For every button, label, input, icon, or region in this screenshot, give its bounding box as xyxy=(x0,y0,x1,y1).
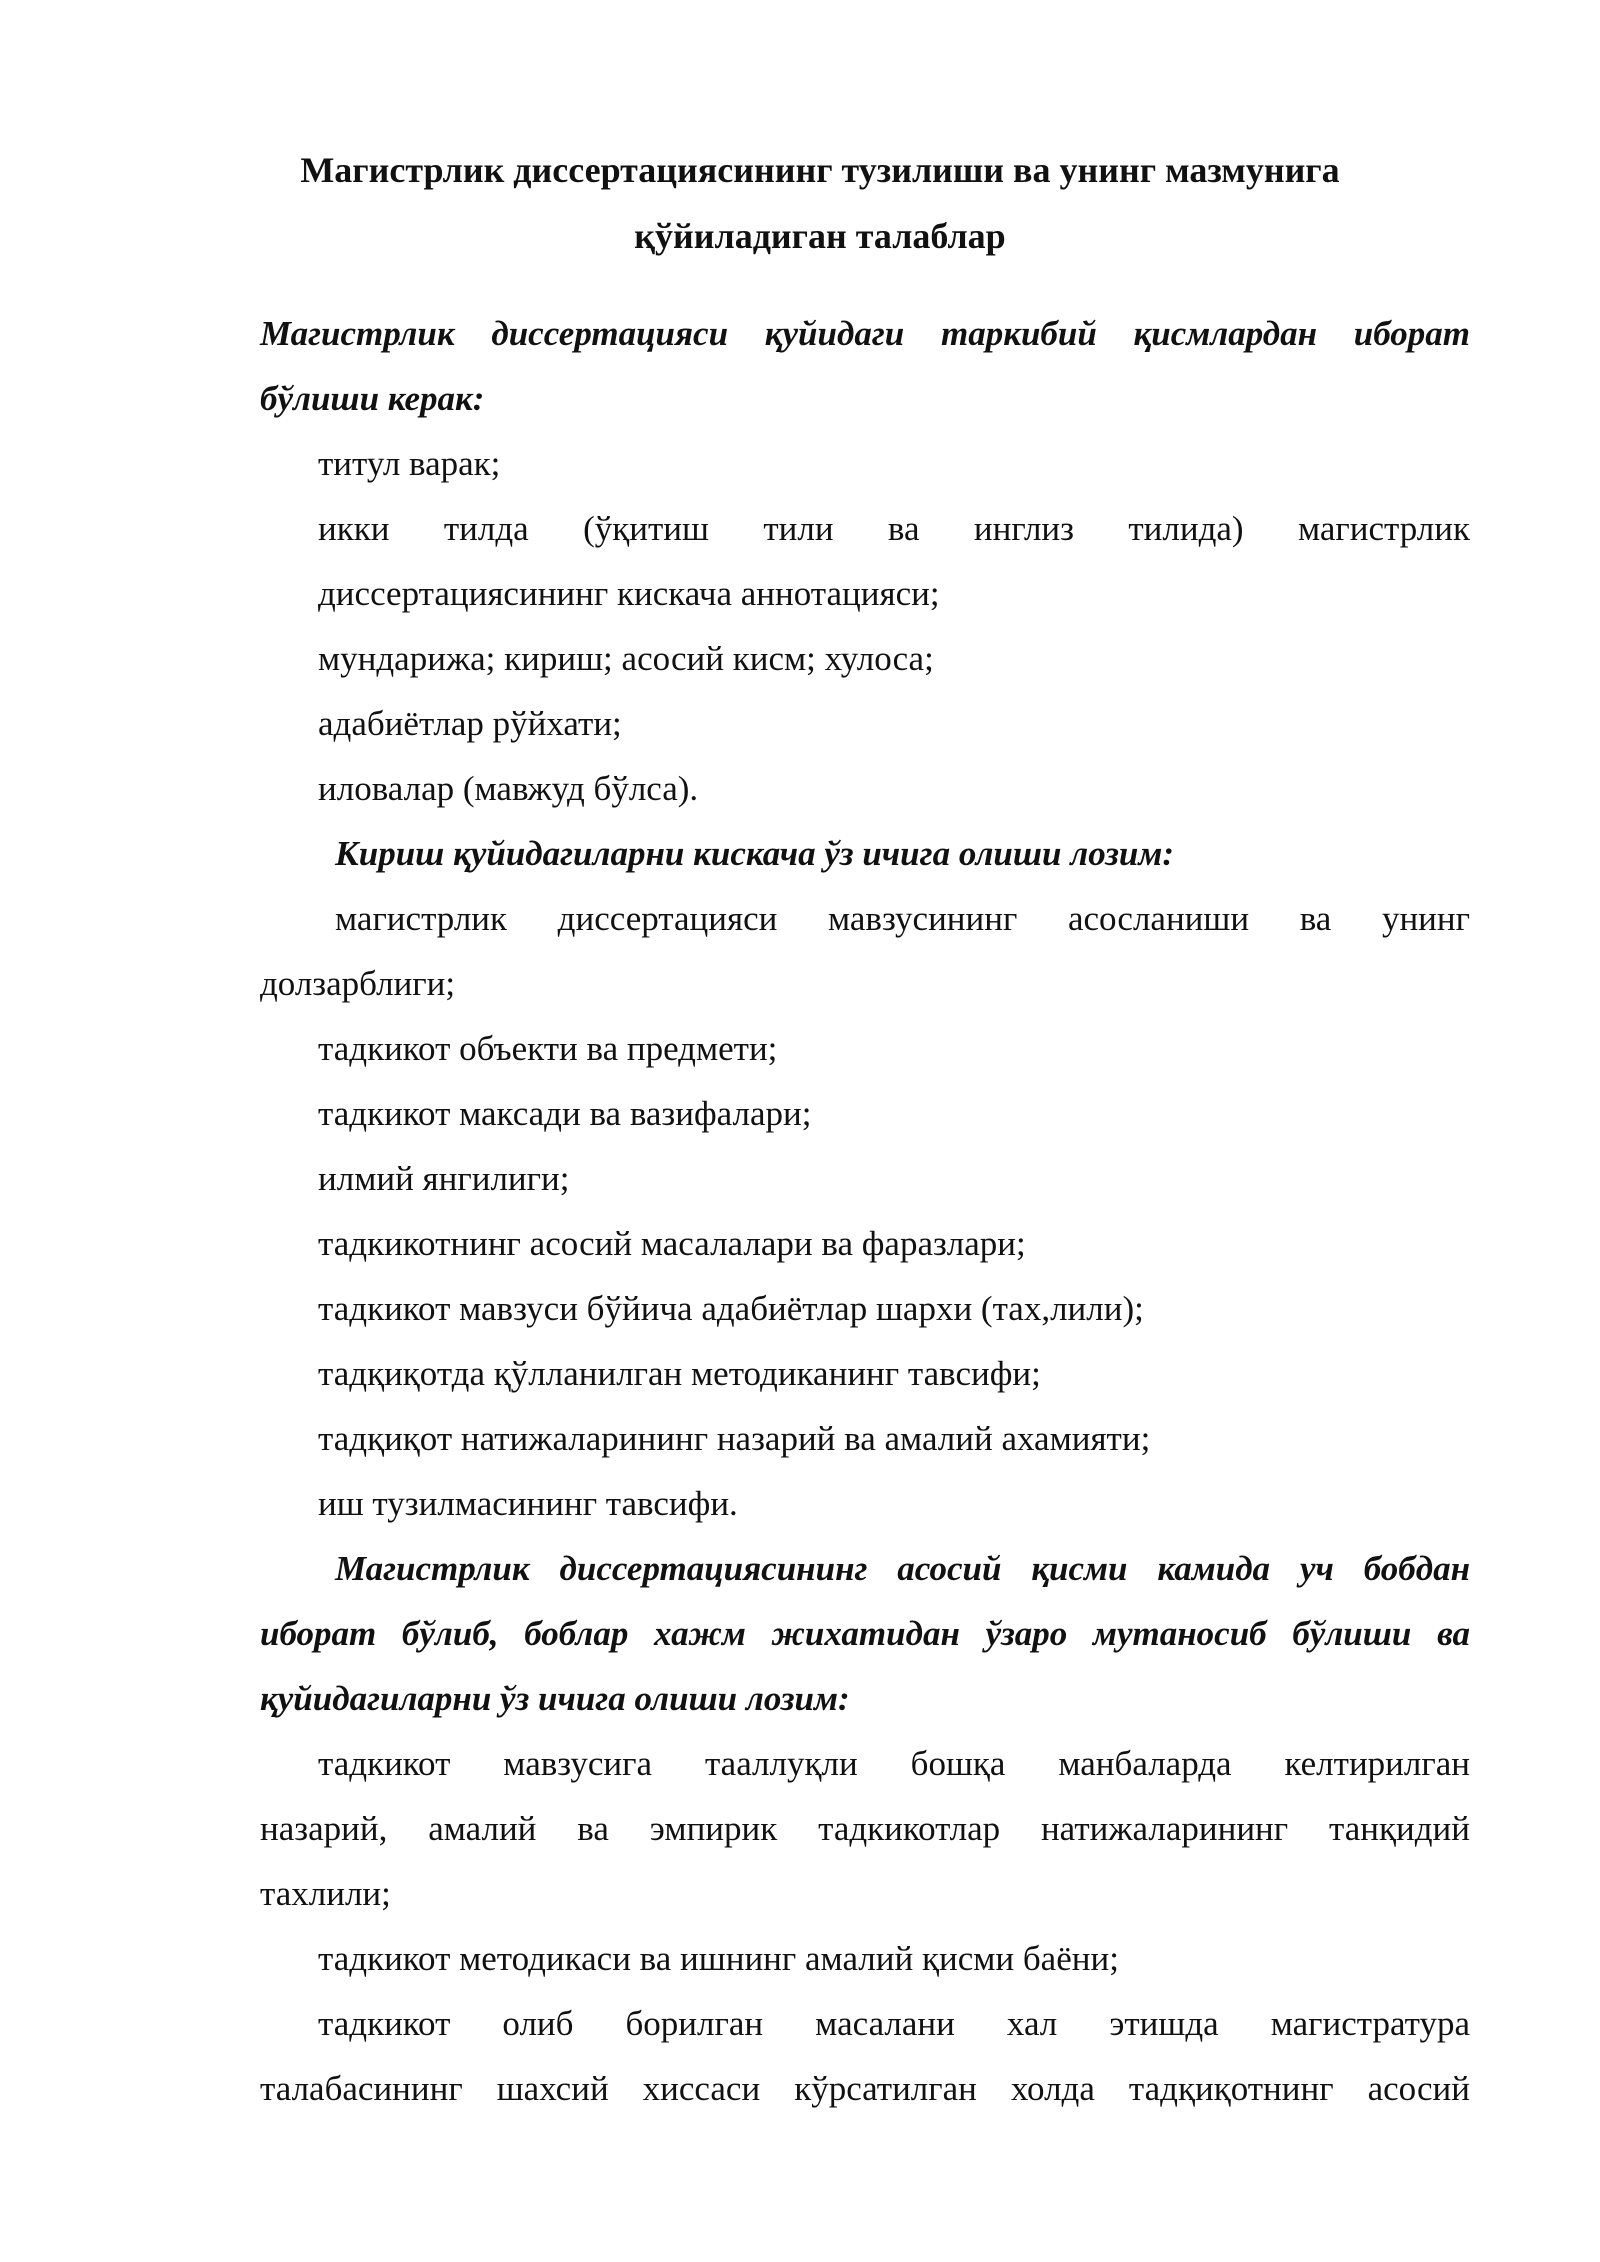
list-item: тадкикот методикаси ва ишнинг амалий қисми баёни; xyxy=(318,1939,1119,1978)
list-item: тадқиқотда қўлланилган методиканинг тавсифи; xyxy=(318,1354,1041,1393)
list-item: тадқиқот натижаларининг назарий ва амалий ахамияти; xyxy=(318,1419,1151,1458)
section3-heading-line-1: Магистрлик диссертациясининг асосий қисми камида уч бобдан xyxy=(335,1549,1470,1588)
document-title-line-1: Магистрлик диссертациясининг тузилиши ва унинг мазмунига xyxy=(300,150,1340,190)
list-item: иш тузилмасининг тавсифи. xyxy=(318,1484,738,1523)
list-item: тадкикот объекти ва предмети; xyxy=(318,1029,778,1068)
section1-heading-line-2: бўлиши керак: xyxy=(260,379,485,418)
list-item: илмий янгилиги; xyxy=(318,1159,570,1198)
list-item: титул варак; xyxy=(318,444,501,483)
list-item: тадкикот мавзусига тааллуқли бошқа манбаларда келтирилган xyxy=(318,1744,1470,1783)
list-item: долзарблиги; xyxy=(260,964,456,1003)
document-title-line-2: қўйиладиган талаблар xyxy=(634,216,1006,256)
section3-heading-line-2: иборат бўлиб, боблар хажм жихатидан ўзаро мутаносиб бўлиши ва xyxy=(260,1614,1470,1653)
list-item: тадкикот мавзуси бўйича адабиётлар шархи (тах,лили); xyxy=(318,1289,1144,1328)
list-item: тахлили; xyxy=(260,1874,391,1913)
section3-heading-line-3: қуйидагиларни ўз ичига олиши лозим: xyxy=(260,1679,850,1718)
list-item: диссертациясининг кискача аннотацияси; xyxy=(318,574,940,613)
list-item: магистрлик диссертацияси мавзусининг асосланиши ва унинг xyxy=(335,899,1470,938)
list-item: мундарижа; кириш; асосий кисм; хулоса; xyxy=(318,639,934,678)
list-item: икки тилда (ўқитиш тили ва инглиз тилида) магистрлик xyxy=(318,509,1470,548)
list-item: адабиётлар рўйхати; xyxy=(318,704,622,743)
list-item: тадкикот олиб борилган масалани хал этишда магистратура xyxy=(318,2004,1470,2043)
list-item: талабасининг шахсий хиссаси кўрсатилган холда тадқиқотнинг асосий xyxy=(260,2069,1470,2108)
section1-heading-line-1: Магистрлик диссертацияси қуйидаги таркибий қисмлардан иборат xyxy=(260,314,1470,353)
section2-heading: Кириш қуйидагиларни кискача ўз ичига олиши лозим: xyxy=(335,834,1174,873)
list-item: тадкикотнинг асосий масалалари ва фаразлари; xyxy=(318,1224,1026,1263)
list-item: иловалар (мавжуд бўлса). xyxy=(318,769,699,808)
list-item: назарий, амалий ва эмпирик тадкикотлар натижаларининг танқидий xyxy=(260,1809,1470,1848)
list-item: тадкикот максади ва вазифалари; xyxy=(318,1094,812,1133)
